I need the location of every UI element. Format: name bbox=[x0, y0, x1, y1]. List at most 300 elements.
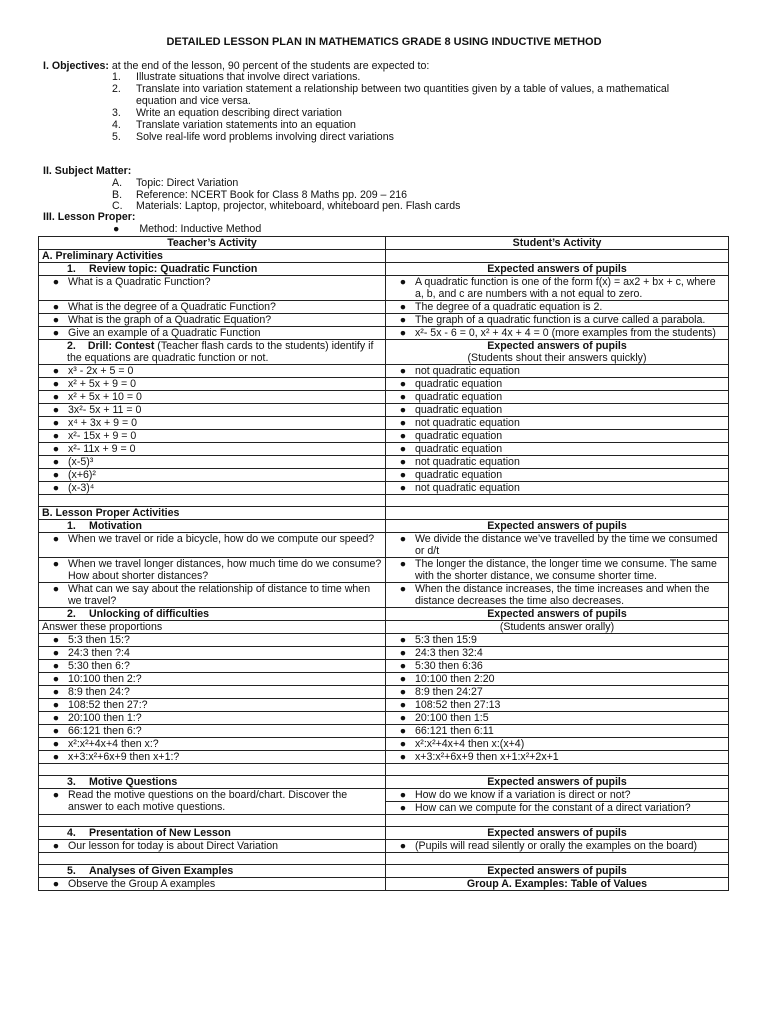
motivation bbox=[39, 520, 386, 533]
table-row bbox=[39, 404, 729, 417]
list-item bbox=[112, 131, 696, 143]
motive-answer-text: How can we compute for the constant of a direct variation? bbox=[415, 802, 691, 814]
table-row bbox=[39, 250, 729, 263]
method-line bbox=[113, 223, 261, 235]
question-text: When we travel or ride a bicycle, how do we compute our speed? bbox=[68, 533, 375, 545]
table-row bbox=[39, 430, 729, 443]
question bbox=[42, 583, 382, 607]
drill-desc: (Teacher flash cards to the students) identify if the equations are quadratic function or not. bbox=[67, 340, 374, 364]
table-row bbox=[39, 621, 729, 634]
answer-text: The longer the distance, the longer time we consume. The same with the shorter distance, we consume shorter time. bbox=[415, 558, 717, 582]
list-number: 1. bbox=[112, 71, 121, 83]
answer bbox=[386, 840, 729, 853]
question bbox=[42, 533, 382, 545]
question bbox=[42, 314, 382, 326]
proportion bbox=[39, 699, 386, 712]
list-text: Translate variation statements into an equation bbox=[136, 119, 356, 131]
list-text: Write an equation describing direct variation bbox=[136, 107, 342, 119]
drill-answer bbox=[386, 430, 729, 443]
drill-answer bbox=[389, 482, 725, 494]
list-number: 2. bbox=[112, 83, 121, 95]
unlocking-number: 2. bbox=[67, 608, 76, 620]
motive-questions-title: Motive Questions bbox=[89, 776, 178, 788]
table-row bbox=[39, 340, 729, 365]
proportion bbox=[39, 686, 386, 699]
question-text: What can we say about the relationship of distance to time when we travel? bbox=[68, 583, 371, 607]
bullet-icon: ● bbox=[399, 391, 407, 403]
drill-answer-text: quadratic equation bbox=[415, 378, 503, 390]
bullet-icon: ● bbox=[52, 686, 60, 698]
proportion-text: 20:100 then 1:? bbox=[68, 712, 142, 724]
drill-answer bbox=[389, 404, 725, 416]
answer bbox=[389, 276, 725, 300]
expected-header: Expected answers of pupils bbox=[386, 827, 729, 840]
list-item bbox=[112, 107, 696, 119]
bullet-icon: ● bbox=[52, 365, 60, 377]
proportion bbox=[42, 738, 382, 750]
bullet-icon: ● bbox=[52, 751, 60, 763]
question bbox=[42, 558, 382, 582]
unlock-prompt: Answer these proportions bbox=[39, 621, 386, 634]
motive-answer bbox=[389, 802, 725, 814]
drill-equation bbox=[42, 469, 382, 481]
answer bbox=[386, 314, 729, 327]
section-lesson-proper: B. Lesson Proper Activities bbox=[39, 507, 386, 520]
question-text: When we travel longer distances, how much time do we consume? How about shorter distances? bbox=[68, 558, 382, 582]
motive-answer-text: How do we know if a variation is direct or not? bbox=[415, 789, 631, 801]
question bbox=[39, 276, 386, 301]
answer bbox=[386, 558, 729, 583]
answer-text: The graph of a quadratic function is a curve called a parabola. bbox=[415, 314, 706, 326]
proportion-answer-text: 66:121 then 6:11 bbox=[415, 725, 494, 737]
bullet-icon: ● bbox=[52, 430, 60, 442]
question-text: Observe the Group A examples bbox=[68, 878, 216, 890]
list-item bbox=[112, 189, 696, 201]
drill-equation-text: x³ - 2x + 5 = 0 bbox=[68, 365, 134, 377]
blank-cell bbox=[39, 853, 386, 865]
drill-answer-text: not quadratic equation bbox=[415, 365, 520, 377]
list-number: B. bbox=[112, 188, 123, 201]
analyses-title: Analyses of Given Examples bbox=[89, 865, 234, 877]
unlocking-title: Unlocking of difficulties bbox=[89, 608, 210, 620]
table-row bbox=[39, 686, 729, 699]
list-item bbox=[112, 83, 696, 107]
proportion-answer bbox=[386, 634, 729, 647]
table-row bbox=[39, 699, 729, 712]
drill-answer bbox=[386, 443, 729, 456]
answer-text: (Pupils will read silently or orally the examples on the board) bbox=[415, 840, 698, 852]
answer bbox=[386, 327, 729, 340]
bullet-icon: ● bbox=[399, 456, 407, 468]
table-row bbox=[39, 276, 729, 301]
table-row bbox=[39, 482, 729, 495]
drill-equation-text: x² + 5x + 10 = 0 bbox=[68, 391, 142, 403]
bullet-icon: ● bbox=[52, 878, 60, 890]
blank-cell bbox=[39, 495, 386, 507]
page-title: DETAILED LESSON PLAN IN MATHEMATICS GRADE 8 USING INDUCTIVE METHOD bbox=[166, 36, 602, 48]
bullet-icon: ● bbox=[52, 558, 60, 570]
table-row bbox=[39, 443, 729, 456]
table-row bbox=[39, 634, 729, 647]
proportion-answer-text: 5:30 then 6:36 bbox=[415, 660, 483, 672]
answer bbox=[389, 840, 725, 852]
blank-cell bbox=[386, 250, 729, 263]
bullet-icon: ● bbox=[52, 482, 60, 494]
list-number: A. bbox=[112, 177, 123, 189]
expected-header: Expected answers of pupils bbox=[386, 263, 729, 276]
bullet-icon: ● bbox=[52, 391, 60, 403]
blank-cell bbox=[39, 764, 386, 776]
blank-cell bbox=[386, 853, 729, 865]
bullet-icon: ● bbox=[399, 751, 407, 763]
list-item bbox=[112, 177, 696, 189]
bullet-icon: ● bbox=[399, 404, 407, 416]
bullet-icon: ● bbox=[52, 840, 60, 852]
review-topic bbox=[39, 263, 386, 276]
bullet-icon: ● bbox=[399, 699, 407, 711]
presentation-number: 4. bbox=[67, 827, 76, 839]
drill-answer bbox=[386, 456, 729, 469]
expected-header: Expected answers of pupils bbox=[386, 520, 729, 533]
drill-title: Drill: Contest bbox=[87, 340, 155, 352]
bullet-icon: ● bbox=[52, 327, 60, 339]
drill-equation bbox=[42, 378, 382, 390]
table-row bbox=[39, 263, 729, 276]
blank-cell bbox=[386, 495, 729, 507]
bullet-icon: ● bbox=[399, 365, 407, 377]
drill-equation bbox=[39, 365, 386, 378]
proportion-answer bbox=[386, 751, 729, 764]
answer bbox=[389, 583, 725, 607]
answer bbox=[386, 276, 729, 301]
drill-answer bbox=[389, 456, 725, 468]
proportion bbox=[42, 647, 382, 659]
question-text: What is a Quadratic Function? bbox=[68, 276, 211, 288]
proportion bbox=[39, 725, 386, 738]
drill-equation bbox=[42, 391, 382, 403]
proportion bbox=[39, 647, 386, 660]
motive-questions-number: 3. bbox=[67, 776, 76, 788]
drill-contest bbox=[39, 340, 386, 365]
bullet-icon: ● bbox=[399, 327, 407, 339]
table-row bbox=[39, 712, 729, 725]
bullet-icon: ● bbox=[52, 314, 60, 326]
bullet-icon: ● bbox=[52, 276, 60, 288]
drill-answer-text: quadratic equation bbox=[415, 391, 503, 403]
bullet-icon: ● bbox=[399, 686, 407, 698]
bullet-icon: ● bbox=[399, 558, 407, 570]
table-row bbox=[39, 827, 729, 840]
proportion-answer bbox=[389, 725, 725, 737]
blank-cell bbox=[386, 764, 729, 776]
table-row bbox=[39, 365, 729, 378]
blank-cell bbox=[386, 507, 729, 520]
bullet-icon: ● bbox=[399, 443, 407, 455]
expected-header: Expected answers of pupils bbox=[386, 865, 729, 878]
table-row bbox=[39, 853, 729, 865]
table-row bbox=[39, 647, 729, 660]
proportion-answer bbox=[389, 699, 725, 711]
motive-question bbox=[39, 789, 386, 815]
motive-answer bbox=[386, 789, 729, 802]
bullet-icon: ● bbox=[52, 673, 60, 685]
proportion bbox=[42, 660, 382, 672]
question-text: Give an example of a Quadratic Function bbox=[68, 327, 261, 339]
drill-equation-text: 3x²- 5x + 11 = 0 bbox=[68, 404, 142, 416]
drill-equation bbox=[42, 456, 382, 468]
bullet-icon: ● bbox=[399, 301, 407, 313]
proportion-answer-text: 8:9 then 24:27 bbox=[415, 686, 483, 698]
drill-answer-text: not quadratic equation bbox=[415, 482, 520, 494]
unlock-orally: (Students answer orally) bbox=[386, 621, 729, 634]
answer-text: x²- 5x - 6 = 0, x² + 4x + 4 = 0 (more examples from the students) bbox=[415, 327, 716, 339]
answer bbox=[386, 301, 729, 314]
table-row bbox=[39, 725, 729, 738]
motivation-title: Motivation bbox=[89, 520, 142, 532]
table-row bbox=[39, 840, 729, 853]
table-row bbox=[39, 469, 729, 482]
table-row bbox=[39, 456, 729, 469]
drill-answer bbox=[386, 469, 729, 482]
bullet-icon: ● bbox=[399, 840, 407, 852]
drill-equation-text: x²- 15x + 9 = 0 bbox=[68, 430, 137, 442]
question bbox=[39, 840, 386, 853]
drill-answer bbox=[386, 378, 729, 391]
drill-answer bbox=[386, 365, 729, 378]
bullet-icon: ● bbox=[399, 417, 407, 429]
proportion bbox=[42, 673, 382, 685]
bullet-icon: ● bbox=[52, 712, 60, 724]
question-text: Our lesson for today is about Direct Variation bbox=[68, 840, 279, 852]
drill-equation bbox=[42, 365, 382, 377]
list-text: Translate into variation statement a relationship between two quantities given by a table of values, a mathematical equation and vice versa. bbox=[136, 83, 670, 107]
proportion-answer bbox=[386, 673, 729, 686]
analyses-number: 5. bbox=[67, 865, 76, 877]
drill-answer-text: quadratic equation bbox=[415, 430, 503, 442]
bullet-icon: ● bbox=[399, 533, 407, 545]
proportion-text: 5:30 then 6:? bbox=[68, 660, 130, 672]
bullet-icon: ● bbox=[399, 276, 407, 288]
table-row bbox=[39, 378, 729, 391]
motive-question bbox=[42, 789, 382, 813]
motive-answer bbox=[389, 789, 725, 801]
bullet-icon: ● bbox=[52, 456, 60, 468]
list-item bbox=[112, 200, 696, 212]
proportion-text: x+3:x²+6x+9 then x+1:? bbox=[68, 751, 180, 763]
drill-expected bbox=[386, 340, 729, 365]
drill-equation bbox=[42, 443, 382, 455]
drill-answer bbox=[386, 404, 729, 417]
proportion-text: x²:x²+4x+4 then x:? bbox=[68, 738, 159, 750]
question bbox=[39, 327, 386, 340]
bullet-icon: ● bbox=[52, 738, 60, 750]
question bbox=[39, 558, 386, 583]
proportion bbox=[39, 673, 386, 686]
drill-answer bbox=[389, 443, 725, 455]
bullet-icon: ● bbox=[399, 673, 407, 685]
proportion-answer-text: x+3:x²+6x+9 then x+1:x²+2x+1 bbox=[415, 751, 559, 763]
drill-equation bbox=[39, 456, 386, 469]
group-a-header: Group A. Examples: Table of Values bbox=[386, 878, 729, 891]
answer-text: When the distance increases, the time increases and when the distance decreases the time also decreases. bbox=[415, 583, 710, 607]
proportion-answer-text: 5:3 then 15:9 bbox=[415, 634, 477, 646]
proportion-answer bbox=[386, 647, 729, 660]
proportion bbox=[39, 738, 386, 751]
drill-number: 2. bbox=[67, 340, 76, 352]
bullet-icon: ● bbox=[399, 634, 407, 646]
proportion-answer bbox=[389, 751, 725, 763]
bullet-icon: ● bbox=[52, 699, 60, 711]
question-text: What is the graph of a Quadratic Equation? bbox=[68, 314, 272, 326]
answer bbox=[389, 301, 725, 313]
list-number: 3. bbox=[112, 107, 121, 119]
proportion bbox=[39, 712, 386, 725]
proportion-answer bbox=[389, 634, 725, 646]
col-student-header: Student’s Activity bbox=[386, 237, 729, 250]
answer bbox=[389, 314, 725, 326]
answer-text: A quadratic function is one of the form f(x) = ax2 + bx + c, where a, b, and c are numbers with a not equal to zero. bbox=[415, 276, 716, 300]
proportion-answer bbox=[389, 686, 725, 698]
bullet-icon: ● bbox=[52, 469, 60, 481]
analyses bbox=[39, 865, 386, 878]
bullet-icon: ● bbox=[399, 725, 407, 737]
table-row bbox=[39, 507, 729, 520]
table-row bbox=[39, 608, 729, 621]
table-row bbox=[39, 237, 729, 250]
drill-answer bbox=[386, 417, 729, 430]
drill-answer bbox=[386, 482, 729, 495]
drill-answer bbox=[389, 391, 725, 403]
bullet-icon: ● bbox=[399, 660, 407, 672]
proportion-text: 108:52 then 27:? bbox=[68, 699, 148, 711]
method-text: Method: Inductive Method bbox=[139, 223, 262, 235]
proportion-answer-text: x²:x²+4x+4 then x:(x+4) bbox=[415, 738, 525, 750]
table-row bbox=[39, 764, 729, 776]
drill-text bbox=[42, 340, 382, 364]
question bbox=[39, 533, 386, 558]
table-row bbox=[39, 327, 729, 340]
unlocking bbox=[39, 608, 386, 621]
table-row bbox=[39, 660, 729, 673]
bullet-icon: ● bbox=[52, 789, 60, 801]
table-row bbox=[39, 673, 729, 686]
presentation bbox=[39, 827, 386, 840]
drill-equation bbox=[39, 378, 386, 391]
list-text: Materials: Laptop, projector, whiteboard, whiteboard pen. Flash cards bbox=[136, 200, 461, 213]
drill-equation bbox=[39, 430, 386, 443]
drill-equation bbox=[42, 482, 382, 494]
motivation-number: 1. bbox=[67, 520, 76, 532]
drill-answer-text: quadratic equation bbox=[415, 443, 503, 455]
list-number: 5. bbox=[112, 131, 121, 143]
drill-equation bbox=[39, 404, 386, 417]
table-row bbox=[39, 751, 729, 764]
table-row bbox=[39, 738, 729, 751]
expected-header: Expected answers of pupils bbox=[386, 776, 729, 789]
bullet-icon: ● bbox=[399, 647, 407, 659]
bullet-icon: ● bbox=[52, 533, 60, 545]
question bbox=[42, 301, 382, 313]
question bbox=[42, 840, 382, 852]
bullet-icon: ● bbox=[399, 738, 407, 750]
answer bbox=[389, 327, 725, 339]
bullet-icon: ● bbox=[399, 789, 407, 801]
expected-header: Expected answers of pupils bbox=[487, 340, 627, 352]
drill-equation-text: (x-5)³ bbox=[68, 456, 94, 468]
answer bbox=[389, 558, 725, 582]
table-row bbox=[39, 495, 729, 507]
proportion-answer bbox=[389, 738, 725, 750]
table-row bbox=[39, 301, 729, 314]
drill-equation bbox=[39, 443, 386, 456]
drill-equation bbox=[39, 482, 386, 495]
drill-equation-text: (x+6)² bbox=[68, 469, 96, 481]
question bbox=[39, 301, 386, 314]
table-row bbox=[39, 417, 729, 430]
drill-equation-text: x⁴ + 3x + 9 = 0 bbox=[68, 417, 138, 429]
table-row bbox=[39, 314, 729, 327]
table-row bbox=[39, 878, 729, 891]
proportion bbox=[42, 634, 382, 646]
section-preliminary: A. Preliminary Activities bbox=[39, 250, 386, 263]
table-row bbox=[39, 815, 729, 827]
presentation-title: Presentation of New Lesson bbox=[89, 827, 231, 839]
proportion bbox=[42, 725, 382, 737]
list-item bbox=[112, 119, 696, 131]
bullet-icon: ● bbox=[399, 583, 407, 595]
question bbox=[42, 327, 382, 339]
table-row bbox=[39, 533, 729, 558]
bullet-icon: ● bbox=[399, 712, 407, 724]
drill-equation-text: x² + 5x + 9 = 0 bbox=[68, 378, 137, 390]
proportion-answer-text: 20:100 then 1:5 bbox=[415, 712, 489, 724]
proportion bbox=[42, 712, 382, 724]
drill-equation bbox=[39, 469, 386, 482]
drill-equation bbox=[39, 391, 386, 404]
drill-shout: (Students shout their answers quickly) bbox=[467, 352, 647, 364]
drill-answer-text: quadratic equation bbox=[415, 404, 503, 416]
proportion-text: 5:3 then 15:? bbox=[68, 634, 130, 646]
table-row bbox=[39, 520, 729, 533]
proportion-answer bbox=[386, 725, 729, 738]
motive-question-text: Read the motive questions on the board/chart. Discover the answer to each motive questions. bbox=[68, 789, 348, 813]
question bbox=[42, 878, 382, 890]
lesson-heading: III. Lesson Proper: bbox=[43, 211, 136, 223]
proportion bbox=[42, 686, 382, 698]
drill-equation bbox=[42, 417, 382, 429]
table-row bbox=[39, 776, 729, 789]
answer bbox=[389, 533, 725, 557]
bullet-icon: ● bbox=[399, 430, 407, 442]
bullet-icon: ● bbox=[52, 417, 60, 429]
lesson-table bbox=[38, 236, 729, 891]
bullet-icon: ● bbox=[52, 647, 60, 659]
answer-text: The degree of a quadratic equation is 2. bbox=[415, 301, 603, 313]
list-number: C. bbox=[112, 200, 123, 213]
proportion-answer bbox=[389, 712, 725, 724]
proportion-answer bbox=[386, 660, 729, 673]
drill-equation bbox=[42, 404, 382, 416]
answer-text: We divide the distance we’ve travelled by the time we consumed or d/t bbox=[415, 533, 718, 557]
proportion-answer bbox=[386, 686, 729, 699]
proportion-answer bbox=[386, 712, 729, 725]
review-topic-number: 1. bbox=[67, 263, 76, 275]
objectives-intro: at the end of the lesson, 90 percent of the students are expected to: bbox=[108, 60, 430, 72]
proportion-answer bbox=[386, 738, 729, 751]
list-text: Topic: Direct Variation bbox=[136, 177, 239, 189]
table-row bbox=[39, 865, 729, 878]
drill-equation-text: (x-3)⁴ bbox=[68, 482, 95, 494]
